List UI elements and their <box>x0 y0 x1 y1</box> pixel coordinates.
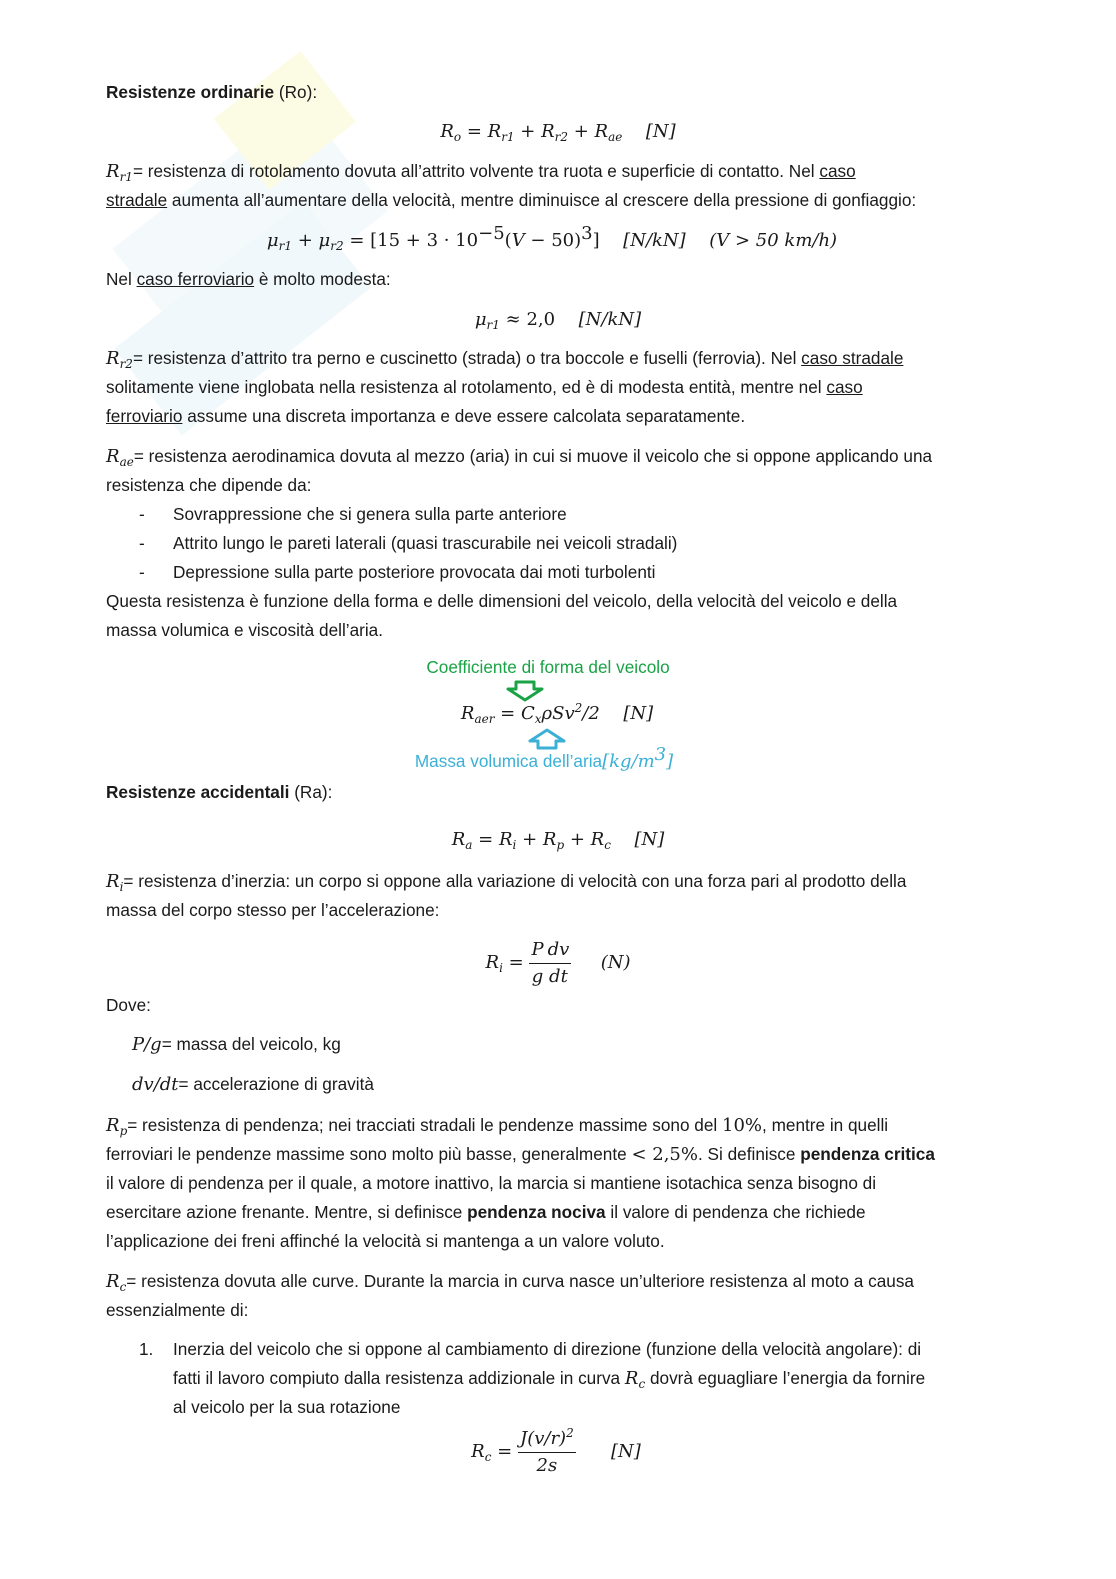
paragraph-rr2: $R_{r2}=$ resistenza d’attrito tra perno e cuscinetto (strada) o tra boccole e fuselli (ferrovia). Nel caso stradale <box>106 348 904 371</box>
paragraph-rae-line2: resistenza che dipende da: <box>106 475 312 495</box>
paragraph-rp: $R_p=$ resistenza di pendenza; nei tracciati stradali le pendenze massime sono del 10%, mentre in quelli <box>106 1115 889 1138</box>
paragraph-rc-line2: essenzialmente di: <box>106 1300 249 1320</box>
definition-pg: P/g= massa del veicolo, kg <box>132 1034 341 1055</box>
paragraph-rr2-line3: ferroviario assume una discreta importanza e deve essere calcolata separatamente. <box>106 406 746 426</box>
equation-rc: $R_c$ = $\frac{J(v/r)^2}{2s}$ [N] <box>471 1425 641 1476</box>
paragraph-forma: Questa resistenza è funzione della forma e delle dimensioni del veicolo, della velocità del veicolo e della <box>106 591 898 611</box>
annotation-coefficiente: Coefficiente di forma del veicolo <box>426 657 670 677</box>
equation-mu1: $\mu_{r1} \approx 2,0$ [N/kN] <box>474 309 642 332</box>
equation-ro: $R_o = R_{r1} + R_{r2} + R_{ae}$ [N] <box>440 121 676 144</box>
list-item-line3: al veicolo per la sua rotazione <box>173 1397 401 1417</box>
paragraph-forma-line2: massa volumica e viscosità dell’aria. <box>106 620 384 640</box>
list-item: Inerzia del veicolo che si oppone al cambiamento di direzione (funzione della velocità angolare): di <box>173 1339 922 1359</box>
paragraph-rr1: $R_{r1}=$ resistenza di rotolamento dovuta all’attrito volvente tra ruota e superficie di contatto. Nel caso <box>106 161 856 184</box>
paragraph-rr1-line2: stradale aumenta all’aumentare della velocità, mentre diminuisce al crescere della pressione di gonfiaggio: <box>106 190 917 210</box>
section-heading-accidentali: Resistenze accidentali (Ra): <box>106 782 333 802</box>
paragraph-rae: $R_{ae}=$ resistenza aerodinamica dovuta al mezzo (aria) in cui si muove il veicolo che si oppone applicando una <box>106 446 933 469</box>
paragraph-dove: Dove: <box>106 995 151 1015</box>
definition-dvdt: dv/dt= accelerazione di gravità <box>132 1074 374 1095</box>
annotation-massa-volumica: Massa volumica $dell’aria[kg/m^3]$ <box>414 744 674 772</box>
section-heading-ordinarie: Resistenze ordinarie (Ro): <box>106 82 318 102</box>
paragraph-rp-line3: il valore di pendenza per il quale, a motore inattivo, la marcia si mantiene isotachica senza bisogno di <box>106 1173 877 1193</box>
paragraph-ferroviario: Nel caso ferroviario è molto modesta: <box>106 269 391 289</box>
equation-ri: $R_i$ = $\frac{P}{g}$ $\frac{dv}{dt}$ (N) <box>485 938 631 987</box>
list-number: 1. <box>139 1339 154 1359</box>
bullet-dash: - <box>139 562 145 582</box>
equation-mu: $\mu_{r1} + \mu_{r2} = [15 + 3 \cdot 10^{-5}(V - 50)^3]$ [N/kN] (V > 50 km/h) <box>266 223 838 253</box>
paragraph-rp-line2: ferroviari le pendenze massime sono molto più basse, generalmente < 2,5%. Si definisce pendenza critica <box>106 1144 935 1165</box>
list-item-line2: fatti il lavoro compiuto dalla resistenza addizionale in curva $R_c$ dovrà eguagliare l’energia da fornire <box>173 1368 926 1391</box>
equation-raer: $R_{aer} = C_x\rho Sv^2/2$ [N] <box>460 701 654 726</box>
equation-ra: $R_a = R_i + R_p + R_c$ [N] <box>451 829 665 852</box>
paragraph-rr2-line2: solitamente viene inglobata nella resistenza al rotolamento, ed è di modesta entità, mentre nel caso <box>106 377 863 397</box>
list-item: Sovrappressione che si genera sulla parte anteriore <box>173 504 567 524</box>
paragraph-rc: $R_c=$ resistenza dovuta alle curve. Durante la marcia in curva nasce un’ulteriore resistenza al moto a causa <box>106 1271 914 1294</box>
paragraph-rp-line4: esercitare azione frenante. Mentre, si definisce pendenza nociva il valore di pendenza che richiede <box>106 1202 866 1222</box>
bullet-dash: - <box>139 533 145 553</box>
paragraph-ri: $R_i=$ resistenza d’inerzia: un corpo si oppone alla variazione di velocità con una forza pari al prodotto della <box>106 871 907 894</box>
list-item: Depressione sulla parte posteriore provocata dai moti turbolenti <box>173 562 656 582</box>
list-item: Attrito lungo le pareti laterali (quasi trascurabile nei veicoli stradali) <box>173 533 678 553</box>
paragraph-rp-line5: l’applicazione dei freni affinché la velocità si mantenga a un valore voluto. <box>106 1231 665 1251</box>
bullet-dash: - <box>139 504 145 524</box>
paragraph-ri-line2: massa del corpo stesso per l’accelerazione: <box>106 900 440 920</box>
